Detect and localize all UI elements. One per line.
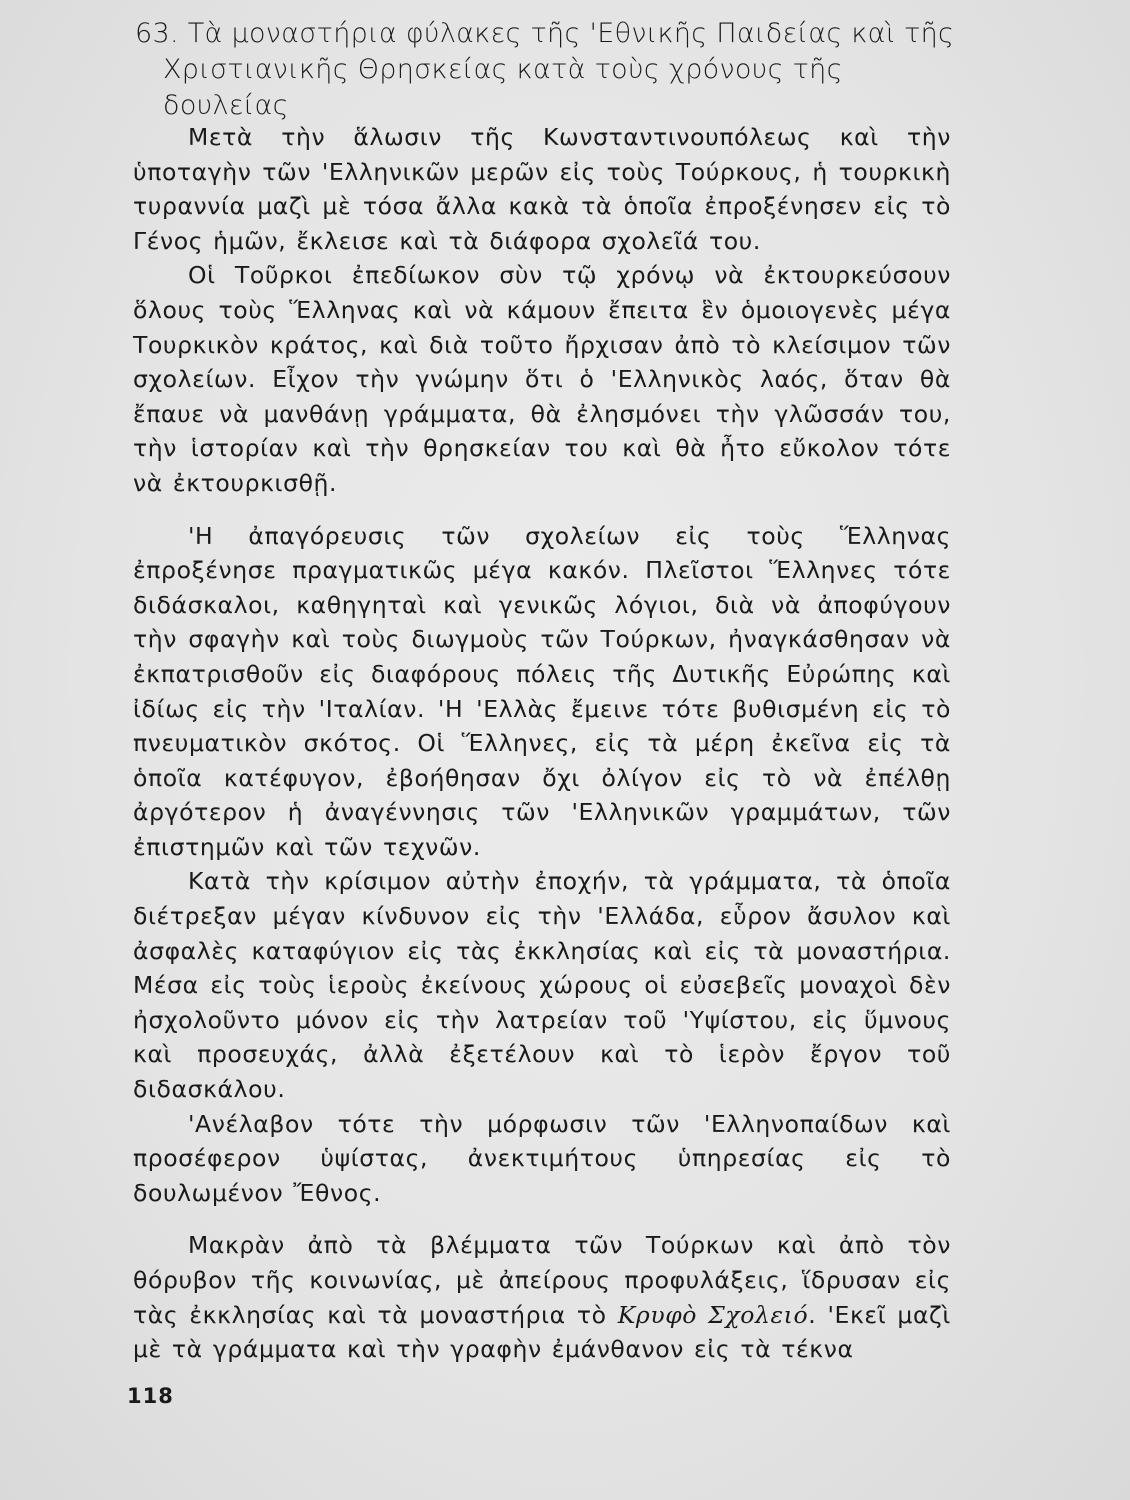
paragraph-6-end: . 'Εκεῖ μαζὶ μὲ τὰ γράμματα καὶ τὴν γραφὴν ἐμάνθανον εἰς τὰ τέκνα — [133, 1300, 951, 1364]
section-heading-line-2: Χριστιανικῆς Θρησκείας κατὰ τοὺς χρόνους τῆς δουλείας — [163, 54, 843, 121]
paragraph-2: Οἱ Τοῦρκοι ἐπεδίωκον σὺν τῷ χρόνῳ νὰ ἐκτουρκεύσουν ὅλους τοὺς Ἕλληνας καὶ νὰ κάμουν ἔπειτα ἓν ὁμοιογενὲς μέγα Τουρκικὸν κράτος, καὶ διὰ τοῦτο ἤρχισαν ἀπὸ τὸ κλείσιμον τῶν σχολείων. Εἶχον τὴν γνώμην ὅτι ὁ 'Ελληνικὸς λαός, ὅταν θὰ ἔπαυε νὰ μανθάνῃ γράμματα, θὰ ἐλησμόνει τὴν γλῶσσάν του, τὴν ἱστορίαν καὶ τὴν θρησκείαν του καὶ θὰ ἦτο εὔκολον τότε νὰ ἐκτουρκισθῇ. — [133, 261, 951, 497]
paragraph-6 — [133, 1228, 951, 1366]
section-heading — [135, 16, 955, 124]
page-number: 118 — [127, 1384, 174, 1408]
paragraph-6-start: Μακρὰν ἀπὸ τὰ βλέμματα τῶν Τούρκων καὶ ἀπὸ τὸν θόρυβον τῆς κοινωνίας, μὲ ἀπείρους προφυλάξεις, ἵδρυσαν εἰς τὰς ἐκκλησίας καὶ τὰ μοναστήρια τὸ — [133, 1231, 951, 1329]
body-text — [133, 120, 951, 1367]
paragraph-1: Μετὰ τὴν ἅλωσιν τῆς Κωνσταντινουπόλεως καὶ τὴν ὑποταγὴν τῶν 'Ελληνικῶν μερῶν εἰς τοὺς Τούρκους, ἡ τουρκικὴ τυραννία μαζὶ μὲ τόσα ἄλλα κακὰ τὰ ὁποῖα ἐπροξένησεν εἰς τὸ Γένος ἡμῶν, ἔκλεισε καὶ τὰ διάφορα σχολεῖά του. — [133, 123, 951, 255]
paragraph-3: 'Η ἀπαγόρευσις τῶν σχολείων εἰς τοὺς Ἕλληνας ἐπροξένησε πραγματικῶς μέγα κακόν. Πλεῖστοι Ἕλληνες τότε διδάσκαλοι, καθηγηταὶ καὶ γενικῶς λόγιοι, διὰ νὰ ἀποφύγουν τὴν σφαγὴν καὶ τοὺς διωγμοὺς τῶν Τούρκων, ἠναγκάσθησαν νὰ ἐκπατρισθοῦν εἰς διαφόρους πόλεις τῆς Δυτικῆς Εὐρώπης καὶ ἰδίως εἰς τὴν 'Ιταλίαν. 'Η 'Ελλὰς ἔμεινε τότε βυθισμένη εἰς τὸ πνευματικὸν σκότος. Οἱ Ἕλληνες, εἰς τὰ μέρη ἐκεῖνα εἰς τὰ ὁποῖα κατέφυγον, ἐβοήθησαν ὄχι ὀλίγον εἰς τὸ νὰ ἐπέλθῃ ἀργότερον ἡ ἀναγέννησις τῶν 'Ελληνικῶν γραμμάτων, τῶν ἐπιστημῶν καὶ τῶν τεχνῶν. — [133, 521, 951, 861]
paragraph-5: 'Ανέλαβον τότε τὴν μόρφωσιν τῶν 'Ελληνοπαίδων καὶ προσέφερον ὑψίστας, ἀνεκτιμήτους ὑπηρεσίας εἰς τὸ δουλωμένον Ἔθνος. — [133, 1109, 951, 1207]
paragraph-4: Κατὰ τὴν κρίσιμον αὐτὴν ἐποχήν, τὰ γράμματα, τὰ ὁποῖα διέτρεξαν μέγαν κίνδυνον εἰς τὴν 'Ελλάδα, εὗρον ἄσυλον καὶ ἀσφαλὲς καταφύγιον εἰς τὰς ἐκκλησίας καὶ εἰς τὰ μοναστήρια. Μέσα εἰς τοὺς ἱεροὺς ἐκείνους χώρους οἱ εὐσεβεῖς μοναχοὶ δὲν ἠσχολοῦντο μόνον εἰς τὴν λατρείαν τοῦ 'Υψίστου, εἰς ὕμνους καὶ προσευχάς, ἀλλὰ ἐξετέλουν καὶ τὸ ἱερὸν ἔργον τοῦ διδασκάλου. — [133, 867, 951, 1104]
krypho-scholeio-italic: Κρυφὸ Σχολειό — [617, 1300, 809, 1329]
section-heading-line-1: 63. Τὰ μοναστήρια φύλακες τῆς 'Εθνικῆς Παιδείας καὶ τῆς — [135, 18, 955, 49]
